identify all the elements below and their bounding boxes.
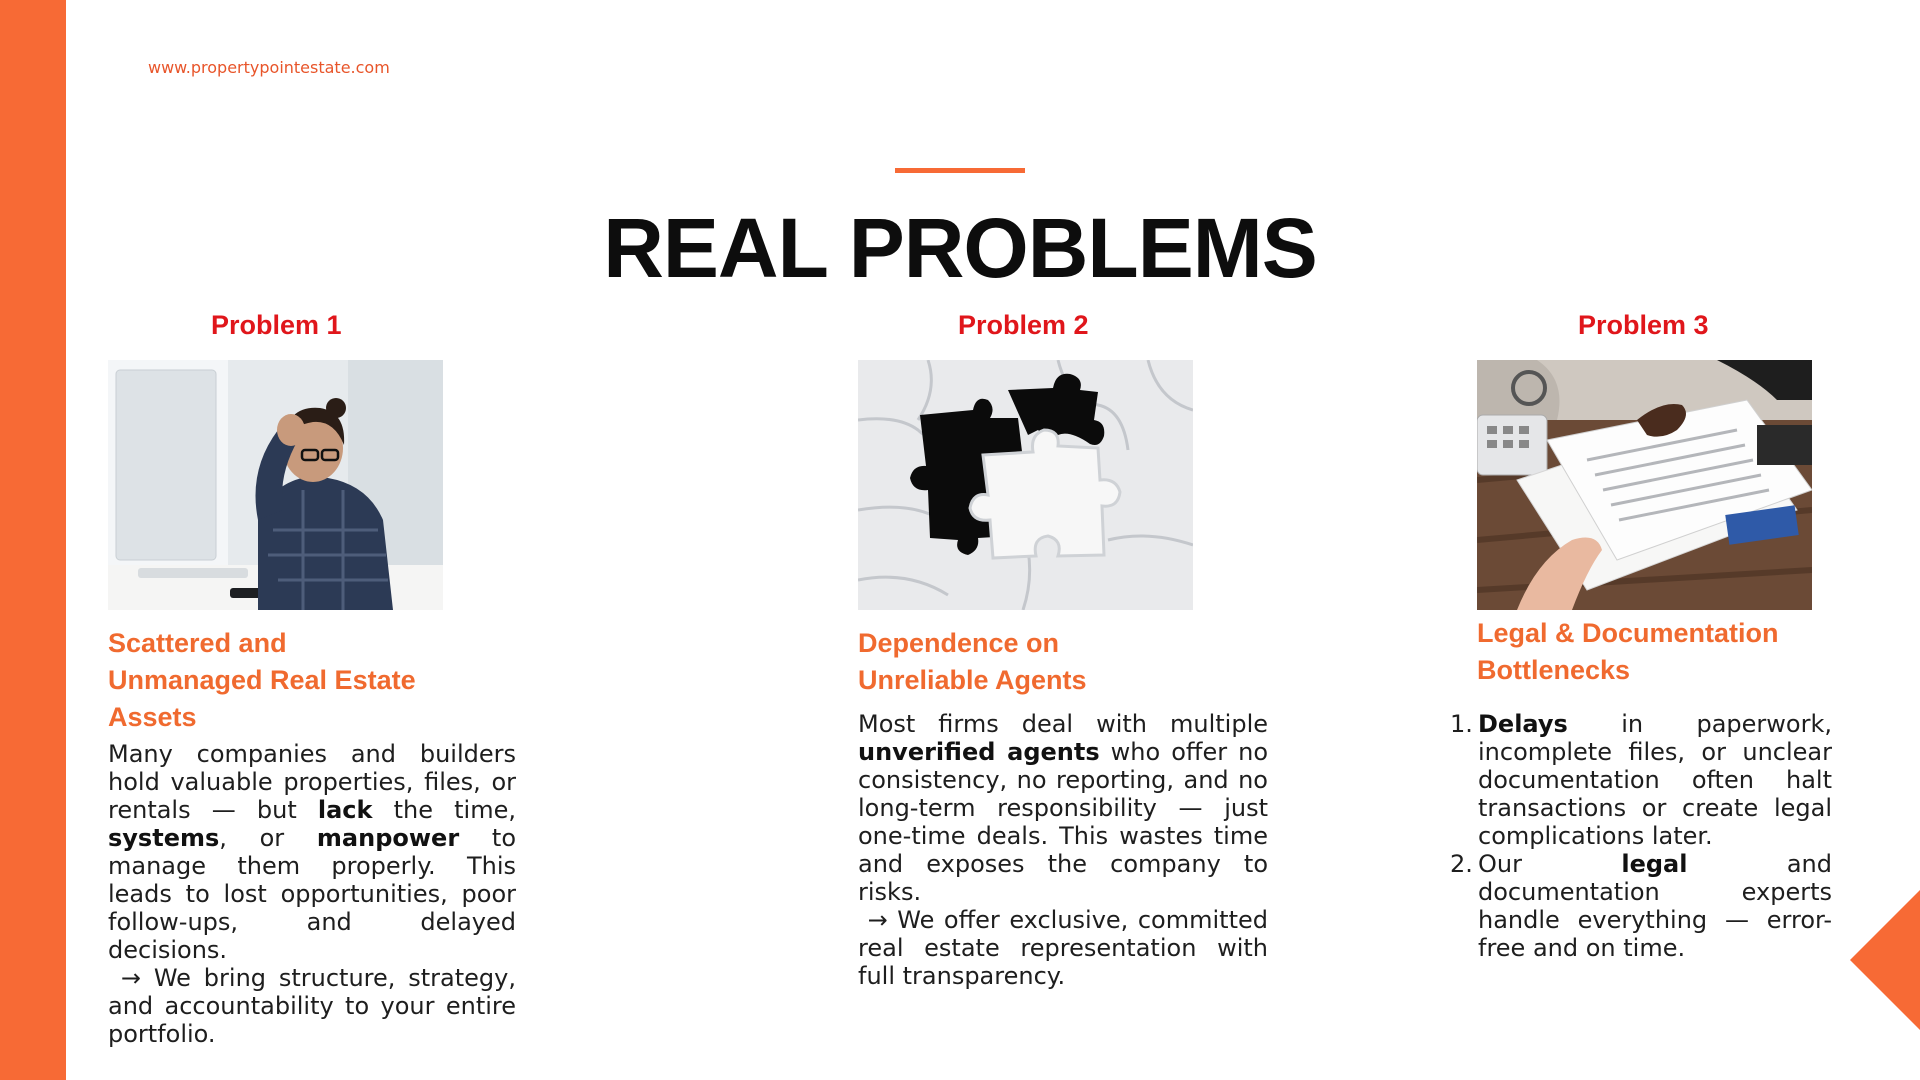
problem-list bbox=[1450, 710, 1832, 962]
website-url[interactable]: www.propertypointestate.com bbox=[148, 58, 390, 77]
title-accent-line bbox=[895, 168, 1025, 173]
problem-heading: Dependence on Unreliable Agents bbox=[858, 628, 1087, 695]
puzzle-photo bbox=[858, 360, 1193, 610]
problem-heading: Scattered and Unmanaged Real Estate Assets bbox=[108, 628, 416, 732]
arrow-icon: → bbox=[867, 906, 888, 934]
solution-line: → We offer exclusive, committed real estate representation with full transparency. bbox=[858, 906, 1268, 990]
problem-label: Problem 2 bbox=[958, 310, 1089, 340]
problem-label: Problem 3 bbox=[1578, 310, 1709, 340]
problem-description: Many companies and builders hold valuable properties, files, or rentals — but lack the time, systems, or manpower to manage them properly. This leads to lost opportunities, poor follow-ups, and delayed decisions. → We bring structure, strategy, and accountability to your entire portfolio. bbox=[108, 740, 517, 1048]
documents-photo bbox=[1477, 360, 1812, 610]
solution-line: → We bring structure, strategy, and accountability to your entire portfolio. bbox=[108, 964, 517, 1048]
arrow-icon: → bbox=[120, 964, 141, 992]
page-title: REAL PROBLEMS bbox=[603, 201, 1317, 295]
problem-heading: Legal & Documentation Bottlenecks bbox=[1477, 618, 1779, 685]
left-accent-bar bbox=[0, 0, 66, 1080]
problem-label: Problem 1 bbox=[211, 310, 342, 340]
problem-description: Most firms deal with multiple unverified agents who offer no consistency, no reporting, and no long-term responsibility — just one-time deals. This wastes time and exposes the company to risks. → We offer exclusive, committed real estate representation with full transparency. bbox=[858, 710, 1268, 990]
list-item: 2. Our legal and documentation experts handle everything — error-free and on time. bbox=[1450, 850, 1832, 962]
list-item: 1. Delays in paperwork, incomplete files, or unclear documentation often halt transactions or create legal complications later. bbox=[1450, 710, 1832, 850]
stressed-man-photo bbox=[108, 360, 443, 610]
corner-triangle-decoration bbox=[1850, 890, 1920, 1030]
